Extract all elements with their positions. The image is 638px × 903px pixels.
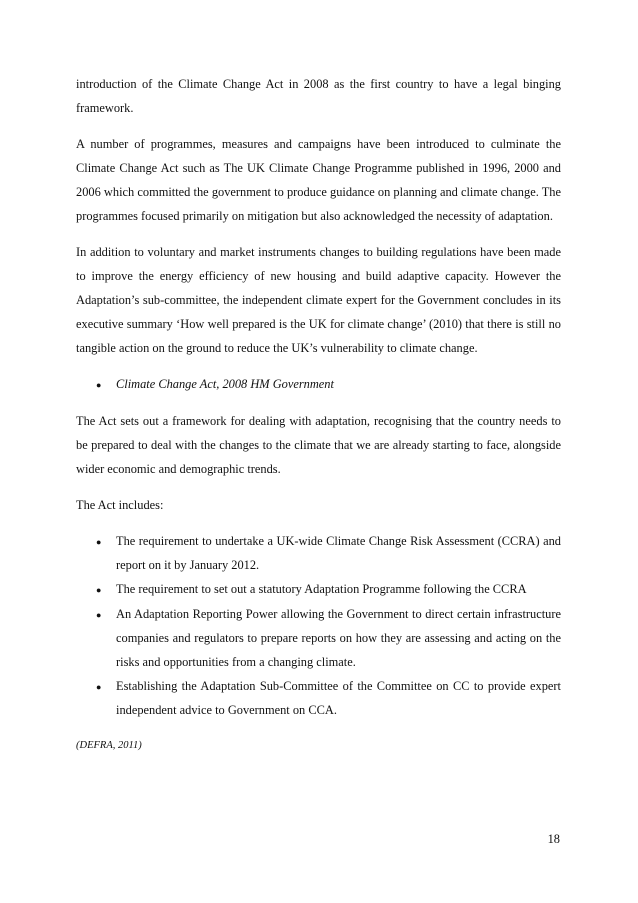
bullet-icon: ● bbox=[96, 380, 102, 390]
list-item-text: An Adaptation Reporting Power allowing the Government to direct certain infrastructure companies and regulators to prepare reports on how they are assessing and acting on the risks and opportunities from a changing climate. bbox=[116, 607, 561, 669]
paragraph-act-framework: The Act sets out a framework for dealing with adaptation, recognising that the country needs to be prepared to deal with the changes to the climate that we are already starting to face, alongside wider economic and demographic trends. bbox=[76, 414, 561, 476]
list-item bbox=[76, 577, 561, 602]
page-number: 18 bbox=[547, 832, 560, 846]
section-heading bbox=[76, 372, 561, 397]
paragraph-regulations: In addition to voluntary and market instruments changes to building regulations have been made to improve the energy efficiency of new housing and build adaptive capacity. However the Adaptation’s sub-committee, the independent climate expert for the Government concludes in its executive summary ‘How well prepared is the UK for climate change’ (2010) that there is still no tangible action on the ground to reduce the UK’s vulnerability to climate change. bbox=[76, 245, 561, 355]
list-item bbox=[76, 602, 561, 674]
paragraph-programmes: A number of programmes, measures and campaigns have been introduced to culminate the Climate Change Act such as The UK Climate Change Programme published in 1996, 2000 and 2006 which committed the government to produce guidance on planning and climate change. The programmes focused primarily on mitigation but also acknowledged the necessity of adaptation. bbox=[76, 137, 561, 223]
bullet-icon: ● bbox=[96, 610, 102, 620]
list-item bbox=[76, 674, 561, 722]
bullet-icon: ● bbox=[96, 585, 102, 595]
paragraph-act-includes: The Act includes: bbox=[76, 498, 164, 512]
list-item-text: Establishing the Adaptation Sub-Committee of the Committee on CC to provide expert independent advice to Government on CCA. bbox=[116, 679, 561, 717]
list-item-text: The requirement to undertake a UK-wide Climate Change Risk Assessment (CCRA) and report on it by January 2012. bbox=[116, 534, 561, 572]
list-item bbox=[76, 529, 561, 577]
paragraph-intro: introduction of the Climate Change Act in 2008 as the first country to have a legal binging framework. bbox=[76, 77, 561, 115]
bullet-icon: ● bbox=[96, 537, 102, 547]
section-heading-text: Climate Change Act, 2008 HM Government bbox=[116, 377, 334, 391]
citation: (DEFRA, 2011) bbox=[76, 740, 142, 751]
page-body bbox=[76, 72, 561, 758]
act-includes-list bbox=[76, 529, 561, 722]
bullet-icon: ● bbox=[96, 682, 102, 692]
list-item-text: The requirement to set out a statutory Adaptation Programme following the CCRA bbox=[116, 582, 527, 596]
